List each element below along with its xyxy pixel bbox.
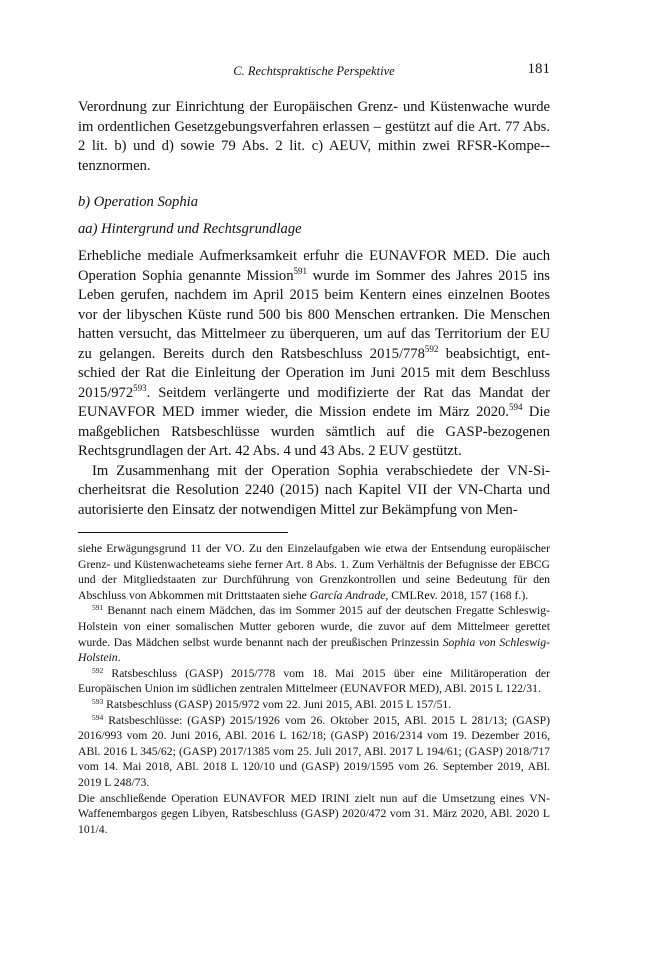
main-text: [78, 98, 550, 520]
paragraph-continuation: Verordnung zur Einrichtung der Europäischen Grenz- und Küstenwache wurde im ordentlichen Gesetzgebungsverfahren erlassen – gestützt auf die Art. 77 Abs. 2 lit. b) und d) sowie 79 Abs. 2 lit. c) AEUV, mithin zwei RFSR-Kompe-tenznormen.: [78, 99, 550, 174]
text-run: , CMLRev. 2018, 157 (168 f.).: [385, 588, 529, 602]
italic-name: Sophia von Schleswig-Holstein: [78, 635, 550, 665]
footnote-593: [78, 697, 550, 713]
section-heading-b: b) Operation Sophia: [78, 194, 198, 210]
footnote-ref-594[interactable]: 594: [508, 402, 523, 412]
paragraph-security-council: Im Zusammenhang mit der Operation Sophia verabschiedete der VN-Sicherheitsrat die Resolution 2240 (2015) nach Kapitel VII der VN-Charta und autorisierte den Einsatz der notwendigen Mittel zur Bekämpfung von Men-: [78, 462, 550, 518]
paragraph-operation-sophia: [78, 247, 550, 462]
footnote-ref-593[interactable]: 593: [133, 382, 147, 393]
text-run: wurde im Sommer des Jahres 2015 ins Leben gerufen, nachdem im April 2015 beim Kentern eines einzelnen Bootes vor der libyschen Küste rund 500 bis 800 Menschen ertranken. Die Menschen hatten versucht, das Mittelmeer zu überqueren, um auf das Territorium der EU zu gelangen. Bereits durch den Ratsbeschluss 2015/778: [78, 267, 550, 362]
footnote-ref-591[interactable]: 591: [293, 265, 308, 276]
text-run: beabsichtigt, entschied der Rat die Einleitung der Operation im Juni 2015 mit dem Beschluss 2015/972: [78, 345, 550, 401]
text-run: Benannt nach einem Mädchen, das im Sommer 2015 auf der deutschen Fregatte Schleswig-Holstein von einer somalischen Mutter geboren wurde, die zuvor auf dem Mittelmeer gerettet wurde. Das Mädchen selbst wurde benannt nach der preußischen Prinzessin: [78, 604, 550, 649]
footnote-number: 592: [92, 665, 104, 675]
footnote-number: 594: [92, 712, 104, 722]
text-run: Ratsbeschluss (GASP) 2015/972 vom 22. Juni 2015, ABl. 2015 L 157/51.: [103, 697, 452, 711]
footnote-separator: [78, 532, 288, 533]
author-name: García Andrade: [309, 588, 386, 602]
running-header: [78, 61, 550, 81]
footnote-592: [78, 666, 550, 697]
page-number: 181: [527, 61, 550, 77]
footnotes: [78, 541, 550, 837]
footnote-number: 593: [92, 696, 104, 706]
text-run: . Seitdem verlängerte und modifizierte der Rat das Mandat der EUNAVFOR MED immer wieder, die Mission endete im März 2020.: [78, 384, 550, 420]
footnote-591: [78, 603, 550, 665]
running-title: C. Rechtspraktische Perspektive: [233, 64, 395, 78]
footnote-continuation: [78, 541, 550, 603]
text-run: Erhebliche mediale Aufmerksamkeit erfuhr die EUNAVFOR MED. Die auch Operation Sophia genannte Mission: [78, 248, 550, 284]
section-heading-aa: aa) Hintergrund und Rechtsgrundlage: [78, 220, 302, 237]
text-run: Ratsbeschluss (GASP) 2015/778 vom 18. Mai 2015 über eine Militäroperation der Europäischen Union im südlichen zentralen Mittelmeer (EUNAVFOR MED), ABl. 2015 L 122/31.: [78, 666, 550, 696]
footnote-594: [78, 713, 550, 791]
footnote-594-continuation: Die anschließende Operation EUNAVFOR MED IRINI zielt nun auf die Umsetzung eines VN-Waffenembargos gegen Libyen, Ratsbeschluss (GASP) 2020/472 vom 31. März 2020, ABl. 2020 L 101/4.: [78, 791, 550, 836]
text-run: Ratsbeschlüsse: (GASP) 2015/1926 vom 26. Oktober 2015, ABl. 2015 L 281/13; (GASP) 2016/993 vom 20. Juni 2016, ABl. 2016 L 162/18; (GASP) 2016/2314 vom 19. Dezember 2016, ABl. 2016 L 345/62; (GASP) 2017/1385 vom 25. Juli 2017, ABl. 2017 L 194/61; (GASP) 2018/717 vom 14. Mai 2018, ABl. 2018 L 120/10 und (GASP) 2019/1595 vom 26. September 2019, ABl. 2019 L 248/73.: [78, 713, 550, 789]
text-run: Die maßgeblichen Ratsbeschlüsse wurden sämtlich auf die GASP-bezogenen Rechtsgrundlagen der Art. 42 Abs. 4 und 43 Abs. 2 EUV gestützt.: [78, 404, 550, 459]
text-run: siehe Erwägungsgrund 11 der VO. Zu den Einzelaufgaben wie etwa der Entsendung europäischer Grenz- und Küstenwacheteams siehe ferner Art. 8 Abs. 1. Zum Verhältnis der Befugnisse der EBCG und der Mitgliedstaaten zur Durchführung von Grenzkontrollen und seine Bedeutung für den Abschluss von Abkommen mit Drittstaaten siehe: [78, 542, 550, 602]
footnote-number: 591: [92, 603, 104, 613]
footnote-ref-592[interactable]: 592: [424, 343, 439, 354]
text-run: .: [117, 651, 121, 665]
